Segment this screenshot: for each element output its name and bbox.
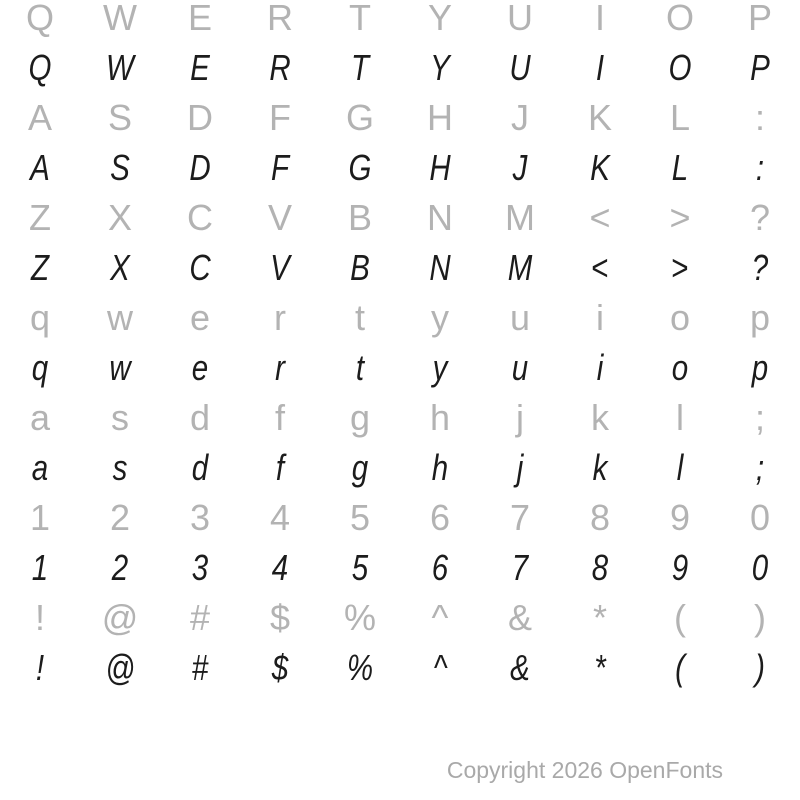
reference-glyph: L xyxy=(669,97,691,138)
specimen-glyph: s xyxy=(112,447,128,488)
copyright-watermark: Copyright 2026 OpenFonts xyxy=(446,757,723,783)
specimen-glyph: L xyxy=(671,147,689,188)
reference-glyph: o xyxy=(669,297,691,338)
specimen-glyph: N xyxy=(429,247,451,288)
specimen-glyph: $ xyxy=(271,647,289,688)
reference-glyph: y xyxy=(431,297,449,338)
specimen-glyph: : xyxy=(755,147,765,188)
specimen-glyph: & xyxy=(510,647,530,688)
reference-glyph: a xyxy=(29,397,51,438)
glyph-row-reference xyxy=(0,493,800,543)
specimen-glyph: w xyxy=(109,347,131,388)
reference-glyph: 5 xyxy=(349,497,371,538)
specimen-glyph: f xyxy=(275,447,285,488)
specimen-glyph: G xyxy=(348,147,372,188)
reference-glyph: < xyxy=(589,197,611,238)
reference-glyph: q xyxy=(29,297,51,338)
reference-glyph: E xyxy=(187,0,212,38)
specimen-glyph: ; xyxy=(755,447,765,488)
reference-glyph: R xyxy=(267,0,293,38)
specimen-glyph: * xyxy=(594,647,606,688)
specimen-glyph: a xyxy=(31,447,49,488)
reference-glyph: h xyxy=(429,397,451,438)
specimen-glyph: ? xyxy=(751,247,769,288)
reference-glyph: > xyxy=(669,197,691,238)
reference-glyph: K xyxy=(587,97,612,138)
specimen-glyph: 4 xyxy=(271,547,289,588)
specimen-glyph: W xyxy=(106,47,134,88)
glyph-row-specimen xyxy=(0,543,800,593)
specimen-glyph: Y xyxy=(430,47,450,88)
specimen-glyph: ( xyxy=(675,647,685,688)
specimen-glyph: q xyxy=(31,347,49,388)
glyph-row-specimen xyxy=(0,443,800,493)
specimen-glyph: @ xyxy=(105,647,135,688)
glyph-row-reference xyxy=(0,393,800,443)
specimen-glyph: ^ xyxy=(433,647,447,688)
specimen-glyph: r xyxy=(275,347,285,388)
specimen-glyph: Q xyxy=(28,47,52,88)
reference-glyph: & xyxy=(507,597,532,638)
reference-glyph: 3 xyxy=(189,497,211,538)
specimen-glyph: j xyxy=(516,447,524,488)
specimen-glyph: 6 xyxy=(431,547,449,588)
specimen-glyph: % xyxy=(346,647,374,688)
specimen-glyph: 9 xyxy=(671,547,689,588)
reference-glyph: C xyxy=(187,197,213,238)
specimen-glyph: 1 xyxy=(31,547,49,588)
specimen-glyph: O xyxy=(668,47,692,88)
reference-glyph: l xyxy=(676,397,684,438)
specimen-glyph: g xyxy=(351,447,369,488)
reference-glyph: I xyxy=(594,0,605,38)
reference-glyph: J xyxy=(511,97,529,138)
specimen-glyph: K xyxy=(590,147,610,188)
reference-glyph: G xyxy=(345,97,374,138)
specimen-glyph: A xyxy=(30,147,50,188)
reference-glyph: j xyxy=(516,397,524,438)
glyph-row-reference xyxy=(0,193,800,243)
specimen-glyph: 3 xyxy=(191,547,209,588)
reference-glyph: O xyxy=(665,0,694,38)
specimen-glyph: > xyxy=(671,247,689,288)
specimen-glyph: o xyxy=(671,347,689,388)
specimen-glyph: 2 xyxy=(111,547,129,588)
specimen-glyph: I xyxy=(595,47,605,88)
reference-glyph: t xyxy=(354,297,365,338)
reference-glyph: p xyxy=(749,297,771,338)
reference-glyph: A xyxy=(27,97,52,138)
specimen-glyph: R xyxy=(269,47,291,88)
reference-glyph: P xyxy=(747,0,772,38)
reference-glyph: B xyxy=(347,197,372,238)
reference-glyph: 7 xyxy=(509,497,531,538)
specimen-glyph: 5 xyxy=(351,547,369,588)
reference-glyph: ) xyxy=(754,597,766,638)
specimen-glyph: H xyxy=(429,147,451,188)
reference-glyph: @ xyxy=(101,597,139,638)
specimen-glyph: k xyxy=(592,447,608,488)
reference-glyph: ( xyxy=(674,597,686,638)
reference-glyph: % xyxy=(343,597,376,638)
reference-glyph: ? xyxy=(749,197,771,238)
reference-glyph: W xyxy=(103,0,137,38)
reference-glyph: N xyxy=(427,197,453,238)
specimen-glyph: e xyxy=(191,347,209,388)
specimen-glyph: 7 xyxy=(511,547,529,588)
specimen-glyph: J xyxy=(512,147,528,188)
reference-glyph: X xyxy=(107,197,132,238)
specimen-glyph: # xyxy=(191,647,209,688)
reference-glyph: H xyxy=(427,97,453,138)
reference-glyph: F xyxy=(269,97,291,138)
specimen-glyph: ! xyxy=(35,647,45,688)
specimen-glyph: < xyxy=(591,247,609,288)
reference-glyph: ; xyxy=(754,397,765,438)
specimen-glyph: S xyxy=(110,147,130,188)
specimen-glyph: C xyxy=(189,247,211,288)
specimen-glyph: ) xyxy=(755,647,765,688)
specimen-glyph: p xyxy=(751,347,769,388)
reference-glyph: 1 xyxy=(29,497,51,538)
reference-glyph: 6 xyxy=(429,497,451,538)
reference-glyph: # xyxy=(189,597,211,638)
glyph-row-specimen xyxy=(0,43,800,93)
specimen-glyph: M xyxy=(507,247,533,288)
reference-glyph: w xyxy=(107,297,133,338)
reference-glyph: U xyxy=(507,0,533,38)
specimen-glyph: Z xyxy=(30,247,50,288)
reference-glyph: r xyxy=(274,297,286,338)
specimen-glyph: d xyxy=(191,447,209,488)
specimen-glyph: B xyxy=(350,247,370,288)
reference-glyph: k xyxy=(591,397,609,438)
reference-glyph: Z xyxy=(29,197,51,238)
reference-glyph: g xyxy=(349,397,371,438)
reference-glyph: d xyxy=(189,397,211,438)
reference-glyph: M xyxy=(505,197,535,238)
specimen-glyph: E xyxy=(190,47,210,88)
reference-glyph: T xyxy=(349,0,371,38)
specimen-glyph: 0 xyxy=(751,547,769,588)
reference-glyph: * xyxy=(592,597,607,638)
glyph-row-reference xyxy=(0,593,800,643)
reference-glyph: Q xyxy=(25,0,54,38)
specimen-glyph: y xyxy=(432,347,448,388)
specimen-glyph: F xyxy=(270,147,290,188)
specimen-glyph: P xyxy=(750,47,770,88)
specimen-glyph: D xyxy=(189,147,211,188)
specimen-glyph: i xyxy=(596,347,604,388)
glyph-row-specimen xyxy=(0,343,800,393)
reference-glyph: D xyxy=(187,97,213,138)
reference-glyph: V xyxy=(267,197,292,238)
reference-glyph: i xyxy=(596,297,604,338)
specimen-glyph: V xyxy=(270,247,290,288)
reference-glyph: ^ xyxy=(431,597,449,638)
specimen-glyph: u xyxy=(511,347,529,388)
specimen-glyph: h xyxy=(431,447,449,488)
glyph-row-reference xyxy=(0,0,800,43)
reference-glyph: $ xyxy=(269,597,291,638)
reference-glyph: f xyxy=(274,397,285,438)
reference-glyph: S xyxy=(107,97,132,138)
specimen-glyph: X xyxy=(110,247,130,288)
glyph-row-reference xyxy=(0,93,800,143)
specimen-glyph: 8 xyxy=(591,547,609,588)
reference-glyph: 4 xyxy=(269,497,291,538)
reference-glyph: s xyxy=(111,397,129,438)
reference-glyph: e xyxy=(189,297,211,338)
specimen-glyph: l xyxy=(676,447,684,488)
specimen-glyph: t xyxy=(355,347,365,388)
glyph-row-reference xyxy=(0,293,800,343)
glyph-row-specimen xyxy=(0,143,800,193)
reference-glyph: 2 xyxy=(109,497,131,538)
reference-glyph: ! xyxy=(34,597,45,638)
reference-glyph: 0 xyxy=(749,497,771,538)
reference-glyph: 9 xyxy=(669,497,691,538)
glyph-row-specimen xyxy=(0,243,800,293)
reference-glyph: Y xyxy=(427,0,452,38)
reference-glyph: u xyxy=(509,297,531,338)
reference-glyph: : xyxy=(754,97,765,138)
specimen-glyph: T xyxy=(350,47,370,88)
reference-glyph: 8 xyxy=(589,497,611,538)
glyph-row-specimen xyxy=(0,643,800,693)
specimen-glyph: U xyxy=(509,47,531,88)
